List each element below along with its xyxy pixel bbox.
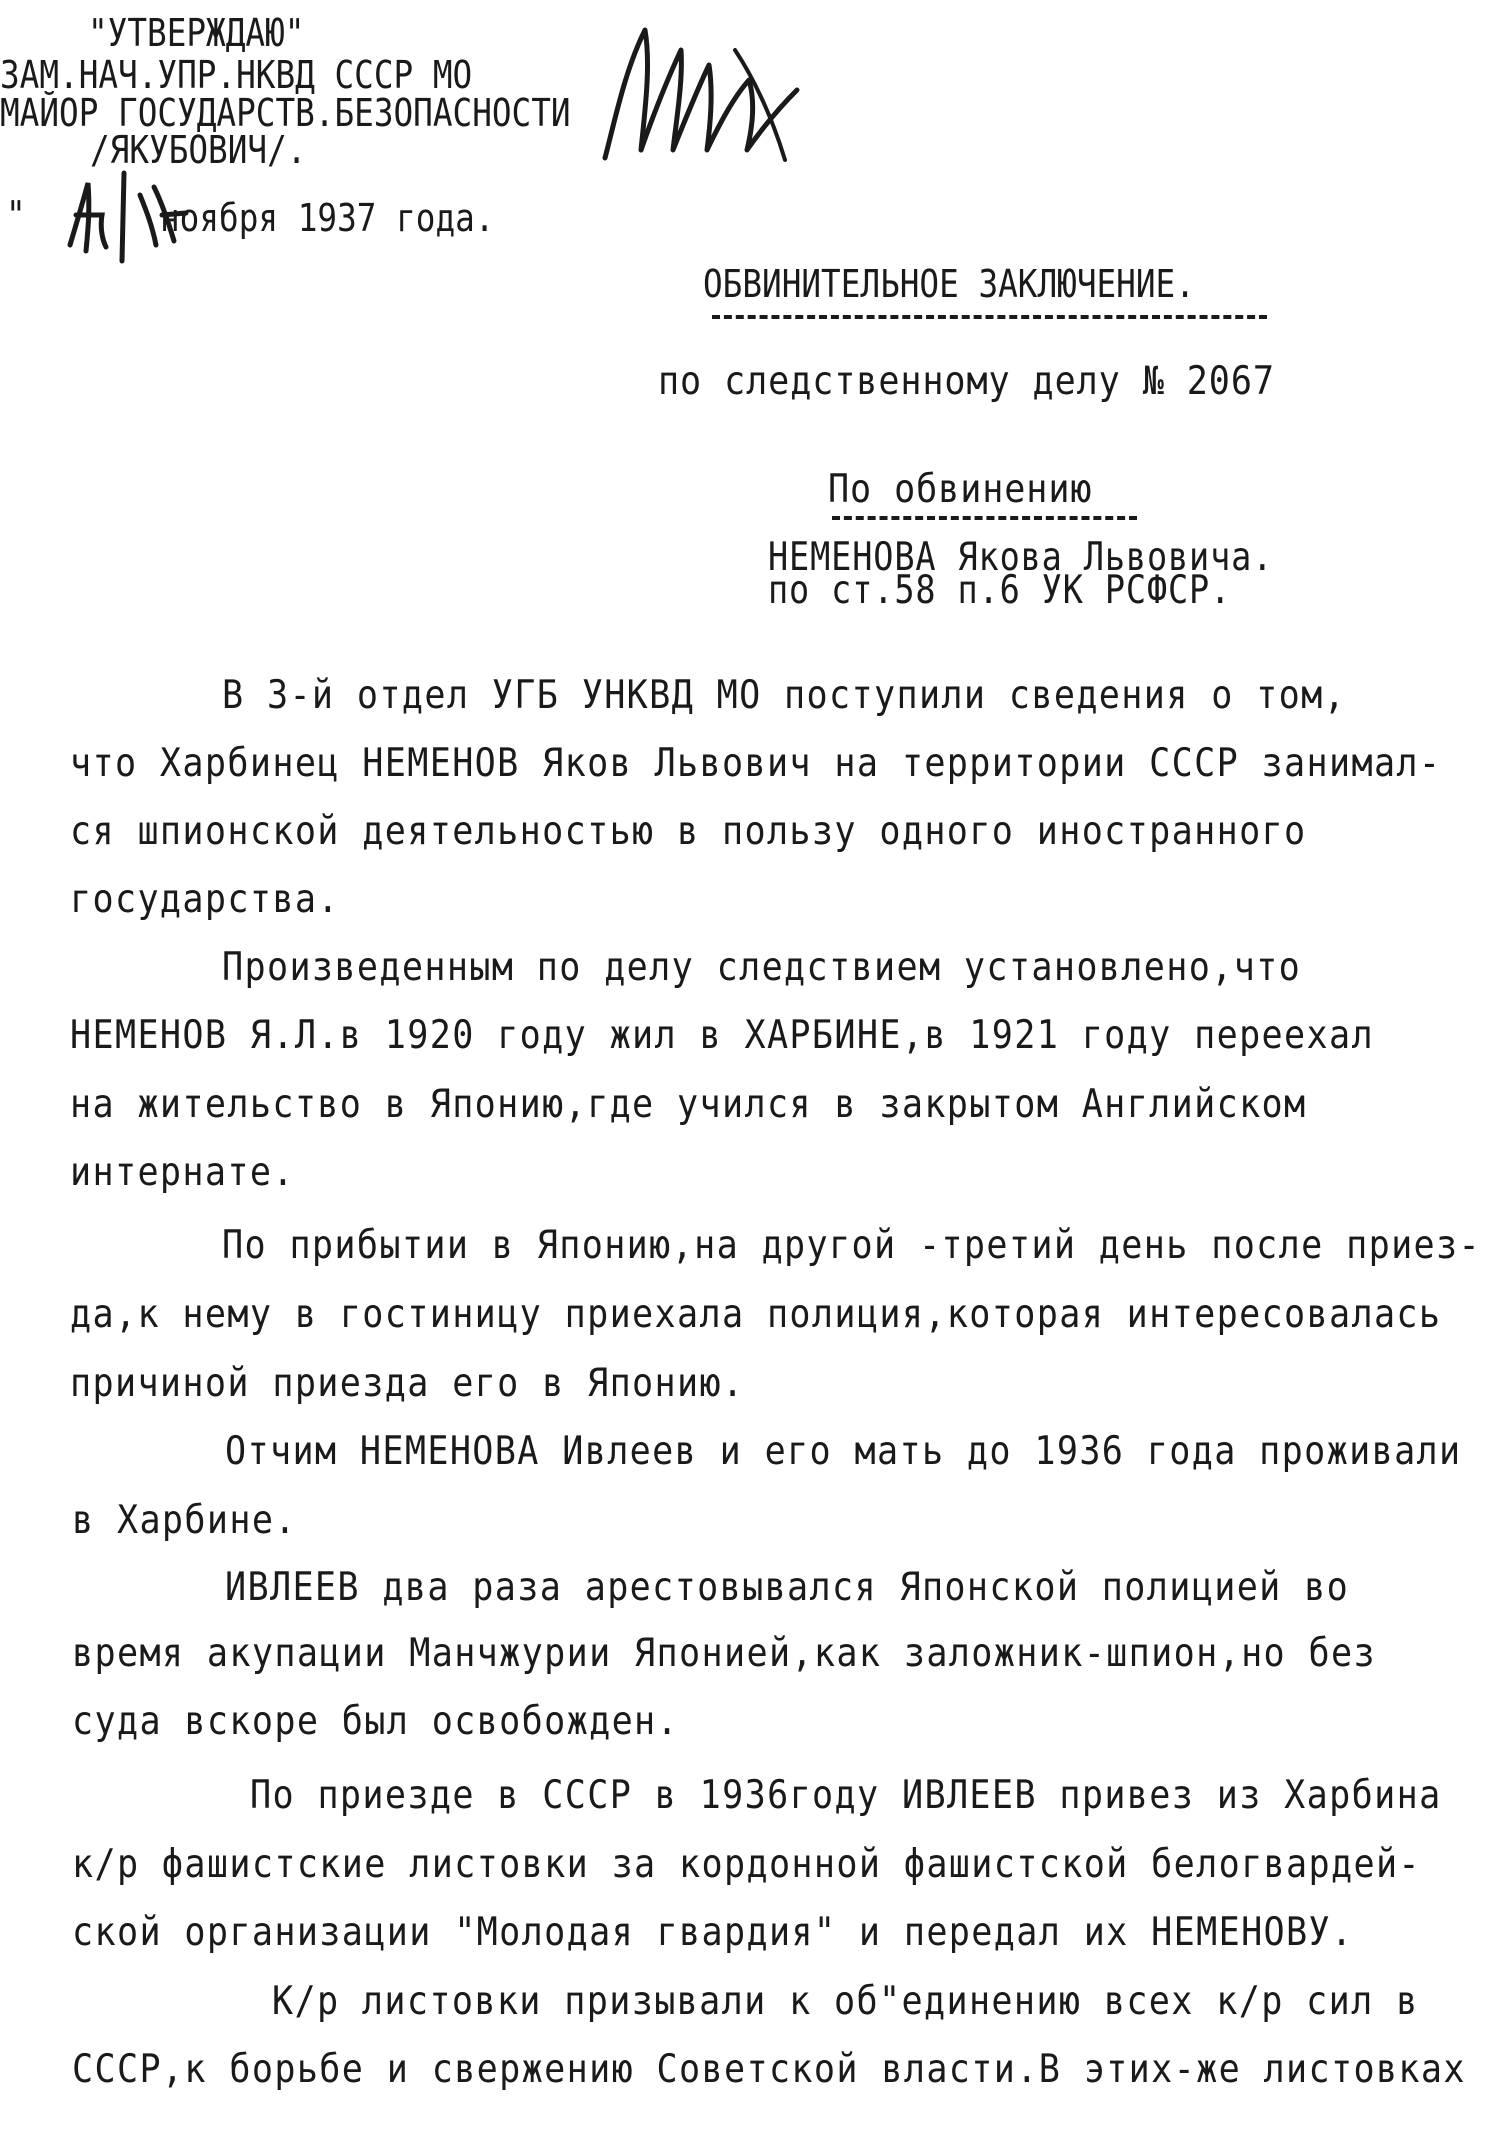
body-line: СССР,к борьбе и свержению Советской власти.В этих-же листовках (72, 2047, 1466, 2092)
body-line: что Харбинец НЕМЕНОВ Яков Львович на территории СССР занимал- (70, 741, 1442, 786)
body-line: ской организации "Молодая гвардия" и передал их НЕМЕНОВУ. (72, 1910, 1354, 1955)
accusation-underline (832, 516, 1137, 520)
approval-heading: "УТВЕРЖДАЮ" (88, 11, 305, 55)
case-number-line: по следственному делу № 2067 (658, 359, 1275, 404)
signature-mark (585, 10, 815, 170)
accused-name: НЕМЕНОВА Якова Львовича. (768, 535, 1274, 580)
body-line: время акупации Манчжурии Японией,как заложник-шпион,но без (72, 1631, 1376, 1676)
body-line: суда вскоре был освобожден. (72, 1699, 680, 1744)
body-line: ИВЛЕЕВ два раза арестовывался Японской полицией во (225, 1565, 1350, 1610)
accusation-label: По обвинению (828, 467, 1093, 512)
body-line: НЕМЕНОВ Я.Л.в 1920 году жил в ХАРБИНЕ,в 1921 году переехал (70, 1013, 1374, 1058)
body-line: государства. (70, 877, 340, 922)
body-line: причиной приезда его в Японию. (70, 1361, 745, 1406)
body-line: на жительство в Японию,где учился в закрытом Английском (70, 1082, 1307, 1127)
approval-name: /ЯКУБОВИЧ/. (90, 128, 307, 172)
body-line: ся шпионской деятельностью в пользу одного иностранного (70, 809, 1307, 854)
title-underline (712, 315, 1267, 319)
body-line: да,к нему в гостиницу приехала полиция,которая интересовалась (70, 1292, 1442, 1337)
approval-date-quote: " (6, 193, 26, 237)
body-line: к/р фашистские листовки за кордонной фашистской белогвардей- (72, 1842, 1421, 1887)
body-line: интернате. (70, 1150, 295, 1195)
body-line: По приезде в СССР в 1936году ИВЛЕЕВ привез из Харбина (250, 1773, 1442, 1818)
approval-position: ЗАМ.НАЧ.УПР.НКВД СССР МО (0, 53, 473, 97)
accusation-article: по ст.58 п.6 УК РСФСР. (768, 568, 1232, 613)
approval-date: ноября 1937 года. (160, 196, 495, 240)
body-line: К/р листовки призывали к об"единению всех к/р сил в (272, 1979, 1419, 2024)
body-line: в Харбине. (72, 1498, 297, 1543)
handwritten-date-mark (62, 165, 192, 265)
approval-rank: МАЙОР ГОСУДАРСТВ.БЕЗОПАСНОСТИ (0, 91, 571, 135)
document-title: ОБВИНИТЕЛЬНОЕ ЗАКЛЮЧЕНИЕ. (703, 262, 1195, 306)
body-line: Произведенным по делу следствием установлено,что (222, 945, 1302, 990)
body-line: По прибытии в Японию,на другой -третий день после приез- (222, 1223, 1482, 1268)
body-line: В 3-й отдел УГБ УНКВД МО поступили сведения о том, (222, 673, 1347, 718)
body-line: Отчим НЕМЕНОВА Ивлеев и его мать до 1936 года проживали (225, 1429, 1462, 1474)
